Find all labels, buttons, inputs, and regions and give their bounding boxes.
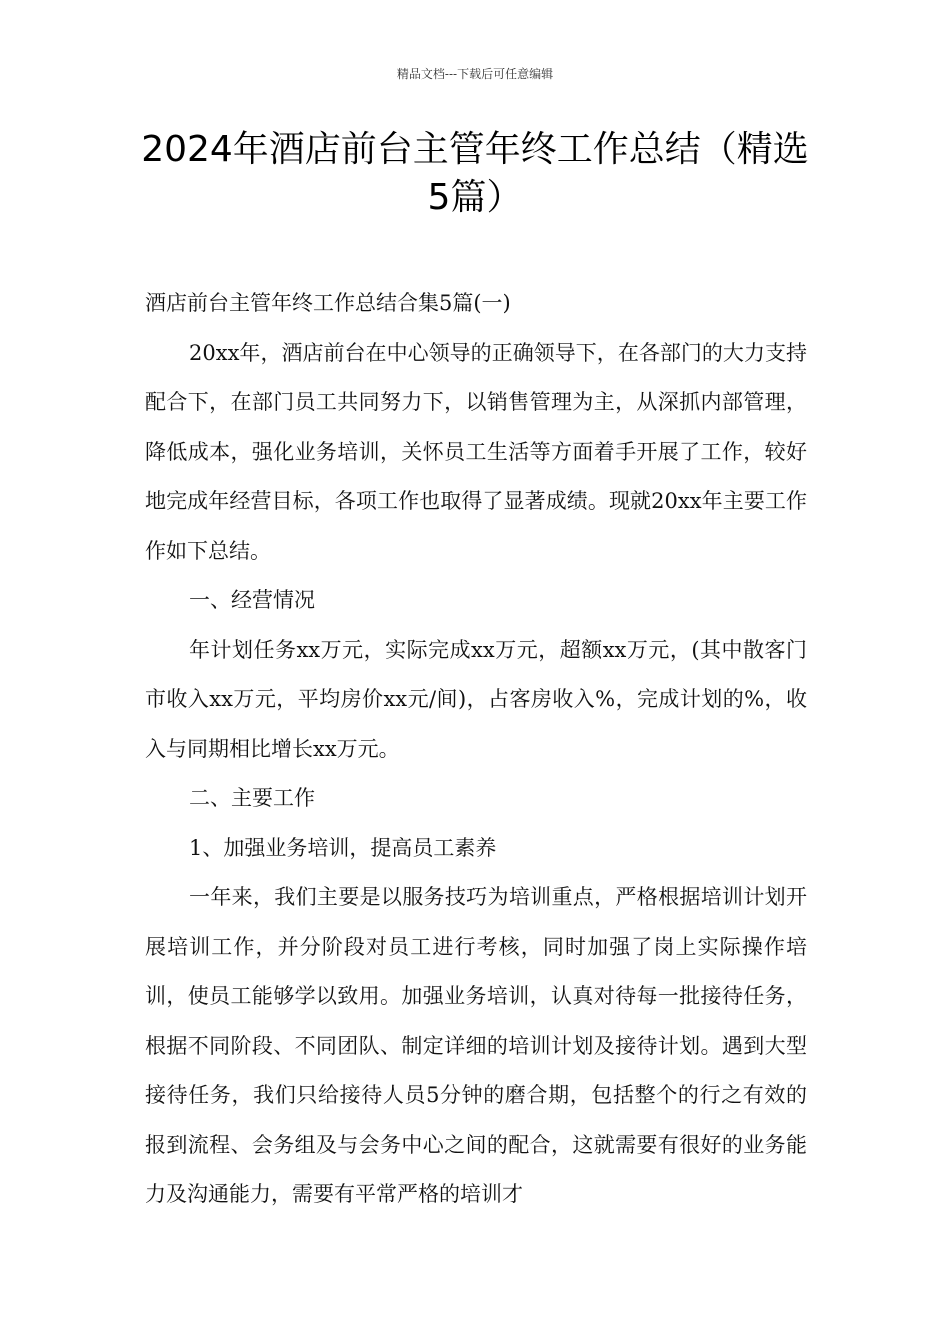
paragraph-training: 一年来，我们主要是以服务技巧为培训重点，严格根据培训计划开展培训工作，并分阶段对员工进行考核，同时加强了岗上实际操作培训，使员工能够学以致用。加强业务培训，认真对待每一批接待任务，根据不同阶段、不同团队、制定详细的培训计划及接待计划。遇到大型接待任务，我们只给接待人员5分钟的磨合期，包括整个的行之有效的报到流程、会务组及与会务中心之间的配合，这就需要有很好的业务能力及沟通能力，需要有平常严格的培训才 [145, 885, 807, 1206]
heading-business-status: 一、经营情况 [189, 588, 315, 612]
header-note: 精品文档---下载后可任意编辑 [396, 67, 554, 81]
paragraph-business-status: 年计划任务xx万元，实际完成xx万元，超额xx万元，(其中散客门市收入xx万元，平均房价xx元/间)，占客房收入%，完成计划的%，收入与同期相比增长xx万元。 [145, 637, 807, 761]
heading-training: 1、加强业务培训，提高员工素养 [189, 835, 497, 860]
document-body [145, 279, 807, 1220]
document-title: 2024年酒店前台主管年终工作总结（精选5篇） [141, 129, 809, 218]
paragraph-intro: 20xx年，酒店前台在中心领导的正确领导下，在各部门的大力支持配合下，在部门员工共同努力下，以销售管理为主，从深抓内部管理，降低成本，强化业务培训，关怀员工生活等方面着手开展了工作，较好地完成年经营目标，各项工作也取得了显著成绩。现就20xx年主要工作作如下总结。 [145, 340, 807, 563]
heading-main-work: 二、主要工作 [189, 786, 315, 810]
section-subtitle: 酒店前台主管年终工作总结合集5篇(一) [145, 291, 511, 315]
